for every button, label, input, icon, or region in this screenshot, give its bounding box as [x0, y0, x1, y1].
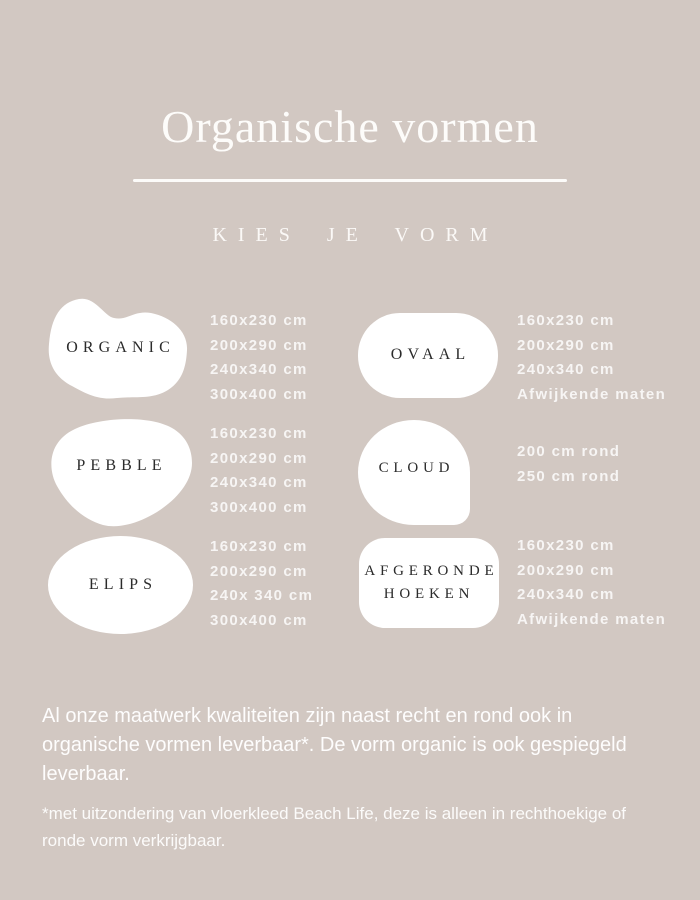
shape-pebble	[45, 419, 193, 529]
shape-label-ovaal: OVAAL	[390, 346, 471, 364]
shape-label-line-1: AFGERONDE	[364, 562, 499, 579]
size-list-pebble	[210, 422, 308, 520]
page-title: Organische vormen	[161, 101, 539, 152]
shape-label-cloud: CLOUD	[378, 459, 455, 476]
size-option: 160x230 cm	[517, 312, 615, 329]
size-option: 200x290 cm	[210, 336, 308, 354]
shape-cloud	[358, 420, 470, 525]
shape-organic	[48, 297, 188, 400]
title-divider-line	[133, 179, 567, 182]
availability-paragraph: Al onze maatwerk kwaliteiten zijn naast recht en rond ook in organische vormen leverbaar*. De vorm organic is ook gespiegeld leverbaar.	[42, 705, 627, 785]
size-option: 240x 340 cm	[210, 587, 314, 604]
size-option: 240x340 cm	[210, 361, 308, 378]
size-option: 200x290 cm	[517, 561, 615, 579]
size-option: 160x230 cm	[210, 312, 308, 329]
size-option: 200x290 cm	[517, 336, 615, 354]
size-option: 300x400 cm	[210, 498, 308, 516]
size-option: 160x230 cm	[210, 425, 308, 442]
shape-afgeronde-hoeken	[359, 538, 499, 628]
size-option: Afwijkende maten	[517, 385, 667, 403]
shape-label-elips: ELIPS	[88, 575, 158, 593]
size-option: 160x230 cm	[517, 537, 615, 554]
beach-life-footnote: *met uitzondering van vloerkleed Beach Life, deze is alleen in rechthoekige of ronde vorm verkrijgbaar.	[42, 804, 627, 850]
shape-elips	[48, 536, 193, 634]
size-option: Afwijkende maten	[517, 610, 667, 628]
shape-label-afgeronde-hoeken	[360, 560, 499, 607]
size-option: 200x290 cm	[210, 562, 308, 580]
shape-label-pebble: PEBBLE	[76, 456, 167, 474]
size-option: 160x230 cm	[210, 538, 308, 555]
size-option: 200 cm rond	[517, 443, 621, 460]
subtitle-kies-je-vorm: KIES JE VORM	[212, 224, 499, 246]
size-list-ovaal	[517, 309, 666, 407]
shape-ovaal	[358, 313, 498, 398]
size-option: 240x340 cm	[517, 361, 615, 378]
size-option: 240x340 cm	[517, 586, 615, 603]
size-option: 300x400 cm	[210, 611, 308, 629]
size-list-organic	[210, 309, 308, 407]
size-option: 240x340 cm	[210, 474, 308, 491]
size-list-elips	[210, 535, 313, 633]
size-list-cloud	[517, 440, 620, 489]
shape-label-line-2: HOEKEN	[383, 586, 475, 602]
shape-label-organic: ORGANIC	[66, 339, 175, 357]
size-list-afgeronde-hoeken	[517, 534, 666, 632]
size-option: 300x400 cm	[210, 385, 308, 403]
size-option: 250 cm rond	[517, 467, 621, 485]
size-option: 200x290 cm	[210, 449, 308, 467]
